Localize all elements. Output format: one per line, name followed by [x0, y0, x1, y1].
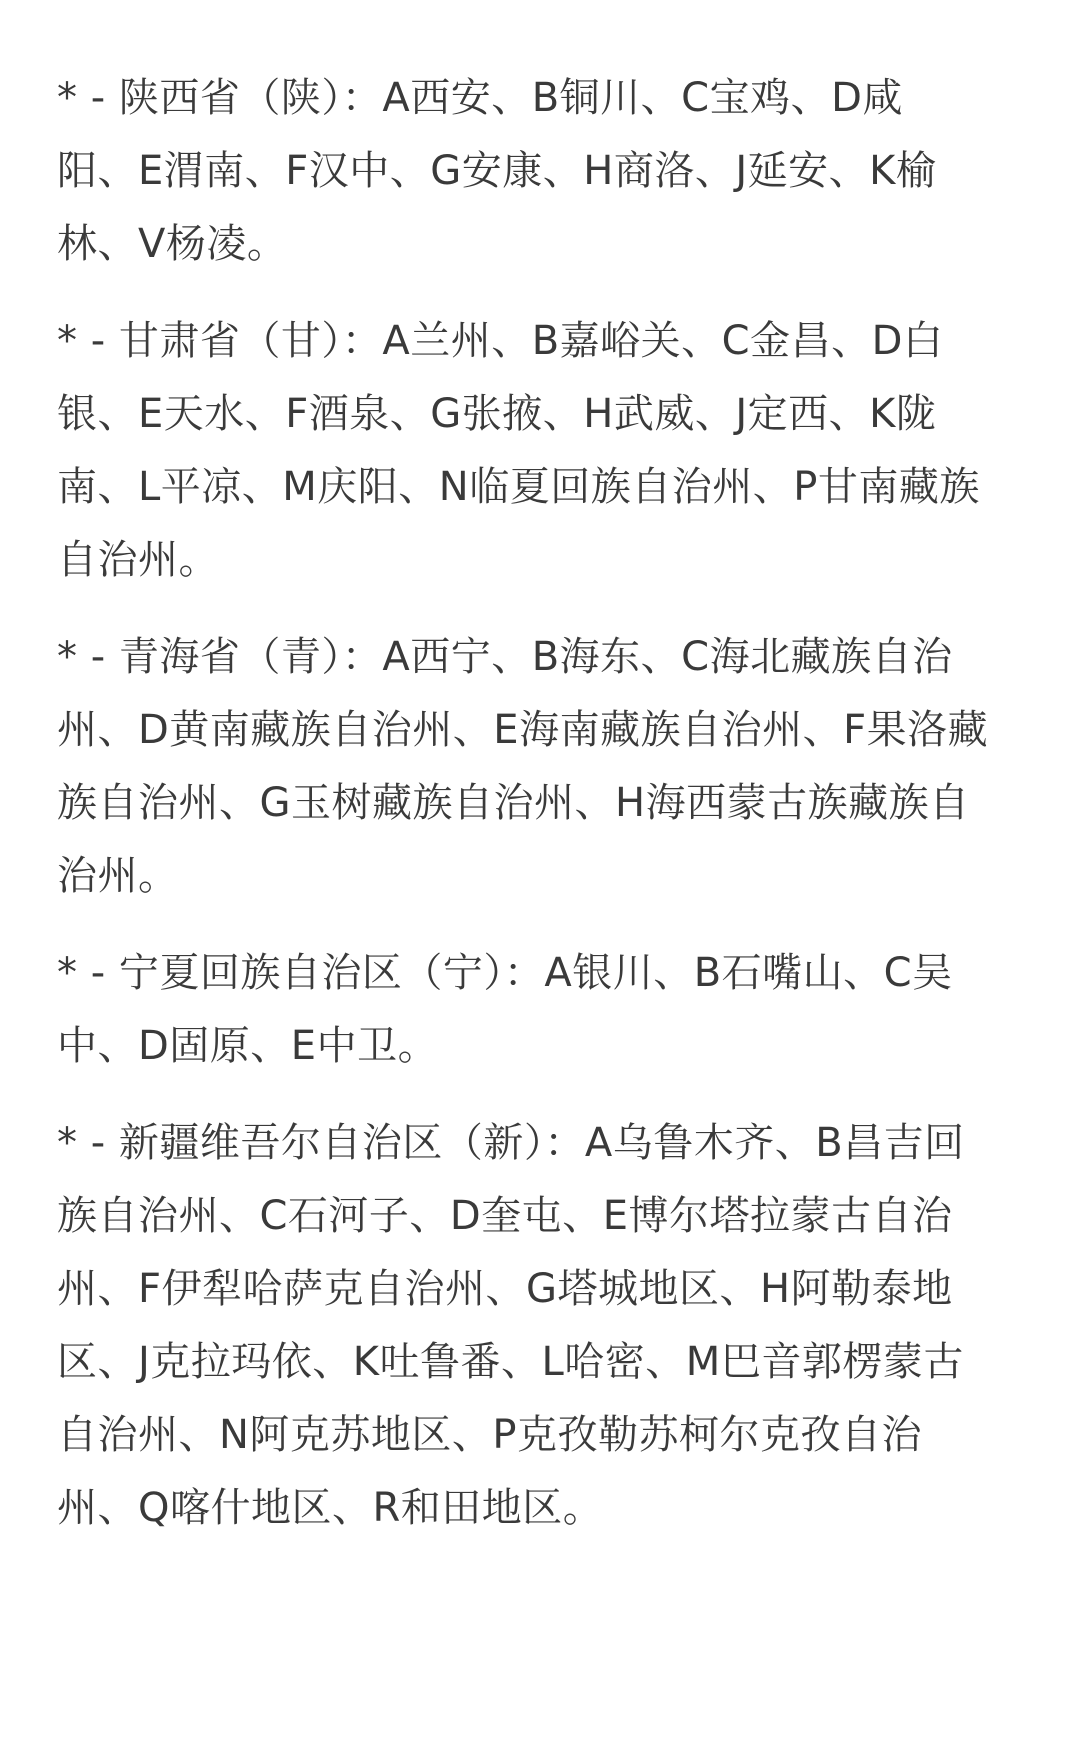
province-item-xinjiang — [57, 1107, 1040, 1545]
text-line: * - 宁夏回族自治区（宁）：A银川、B石嘴山、C吴 — [57, 950, 953, 996]
text-line: 区、J克拉玛依、K吐鲁番、L哈密、M巴音郭楞蒙古 — [57, 1339, 964, 1385]
text-line: 银、E天水、F酒泉、G张掖、H武威、J定西、K陇 — [57, 391, 937, 437]
text-line: * - 甘肃省（甘）：A兰州、B嘉峪关、C金昌、D白 — [57, 318, 944, 364]
text-line: 自治州。 — [57, 537, 219, 583]
text-line: 州、D黄南藏族自治州、E海南藏族自治州、F果洛藏 — [57, 707, 989, 753]
province-item-ningxia — [57, 937, 1040, 1083]
province-item-shaanxi — [57, 62, 1040, 281]
text-line: 中、D固原、E中卫。 — [57, 1023, 439, 1069]
text-line: * - 新疆维吾尔自治区（新）：A乌鲁木齐、B昌吉回 — [57, 1120, 965, 1166]
text-line: 州、Q喀什地区、R和田地区。 — [57, 1485, 604, 1531]
province-item-qinghai — [57, 621, 1040, 913]
text-line: 州、F伊犁哈萨克自治州、G塔城地区、H阿勒泰地 — [57, 1266, 953, 1312]
text-line: 族自治州、G玉树藏族自治州、H海西蒙古族藏族自 — [57, 780, 970, 826]
text-line: 族自治州、C石河子、D奎屯、E博尔塔拉蒙古自治 — [57, 1193, 953, 1239]
province-item-gansu — [57, 305, 1040, 597]
text-line: 林、V杨凌。 — [57, 221, 288, 267]
text-line: 南、L平凉、M庆阳、N临夏回族自治州、P甘南藏族 — [57, 464, 980, 510]
text-line: * - 青海省（青）：A西宁、B海东、C海北藏族自治 — [57, 634, 953, 680]
text-line: 自治州、N阿克苏地区、P克孜勒苏柯尔克孜自治 — [57, 1412, 923, 1458]
text-line: 阳、E渭南、F汉中、G安康、H商洛、J延安、K榆 — [57, 148, 937, 194]
text-line: * - 陕西省（陕）：A西安、B铜川、C宝鸡、D咸 — [57, 75, 903, 121]
text-line: 治州。 — [57, 853, 179, 899]
